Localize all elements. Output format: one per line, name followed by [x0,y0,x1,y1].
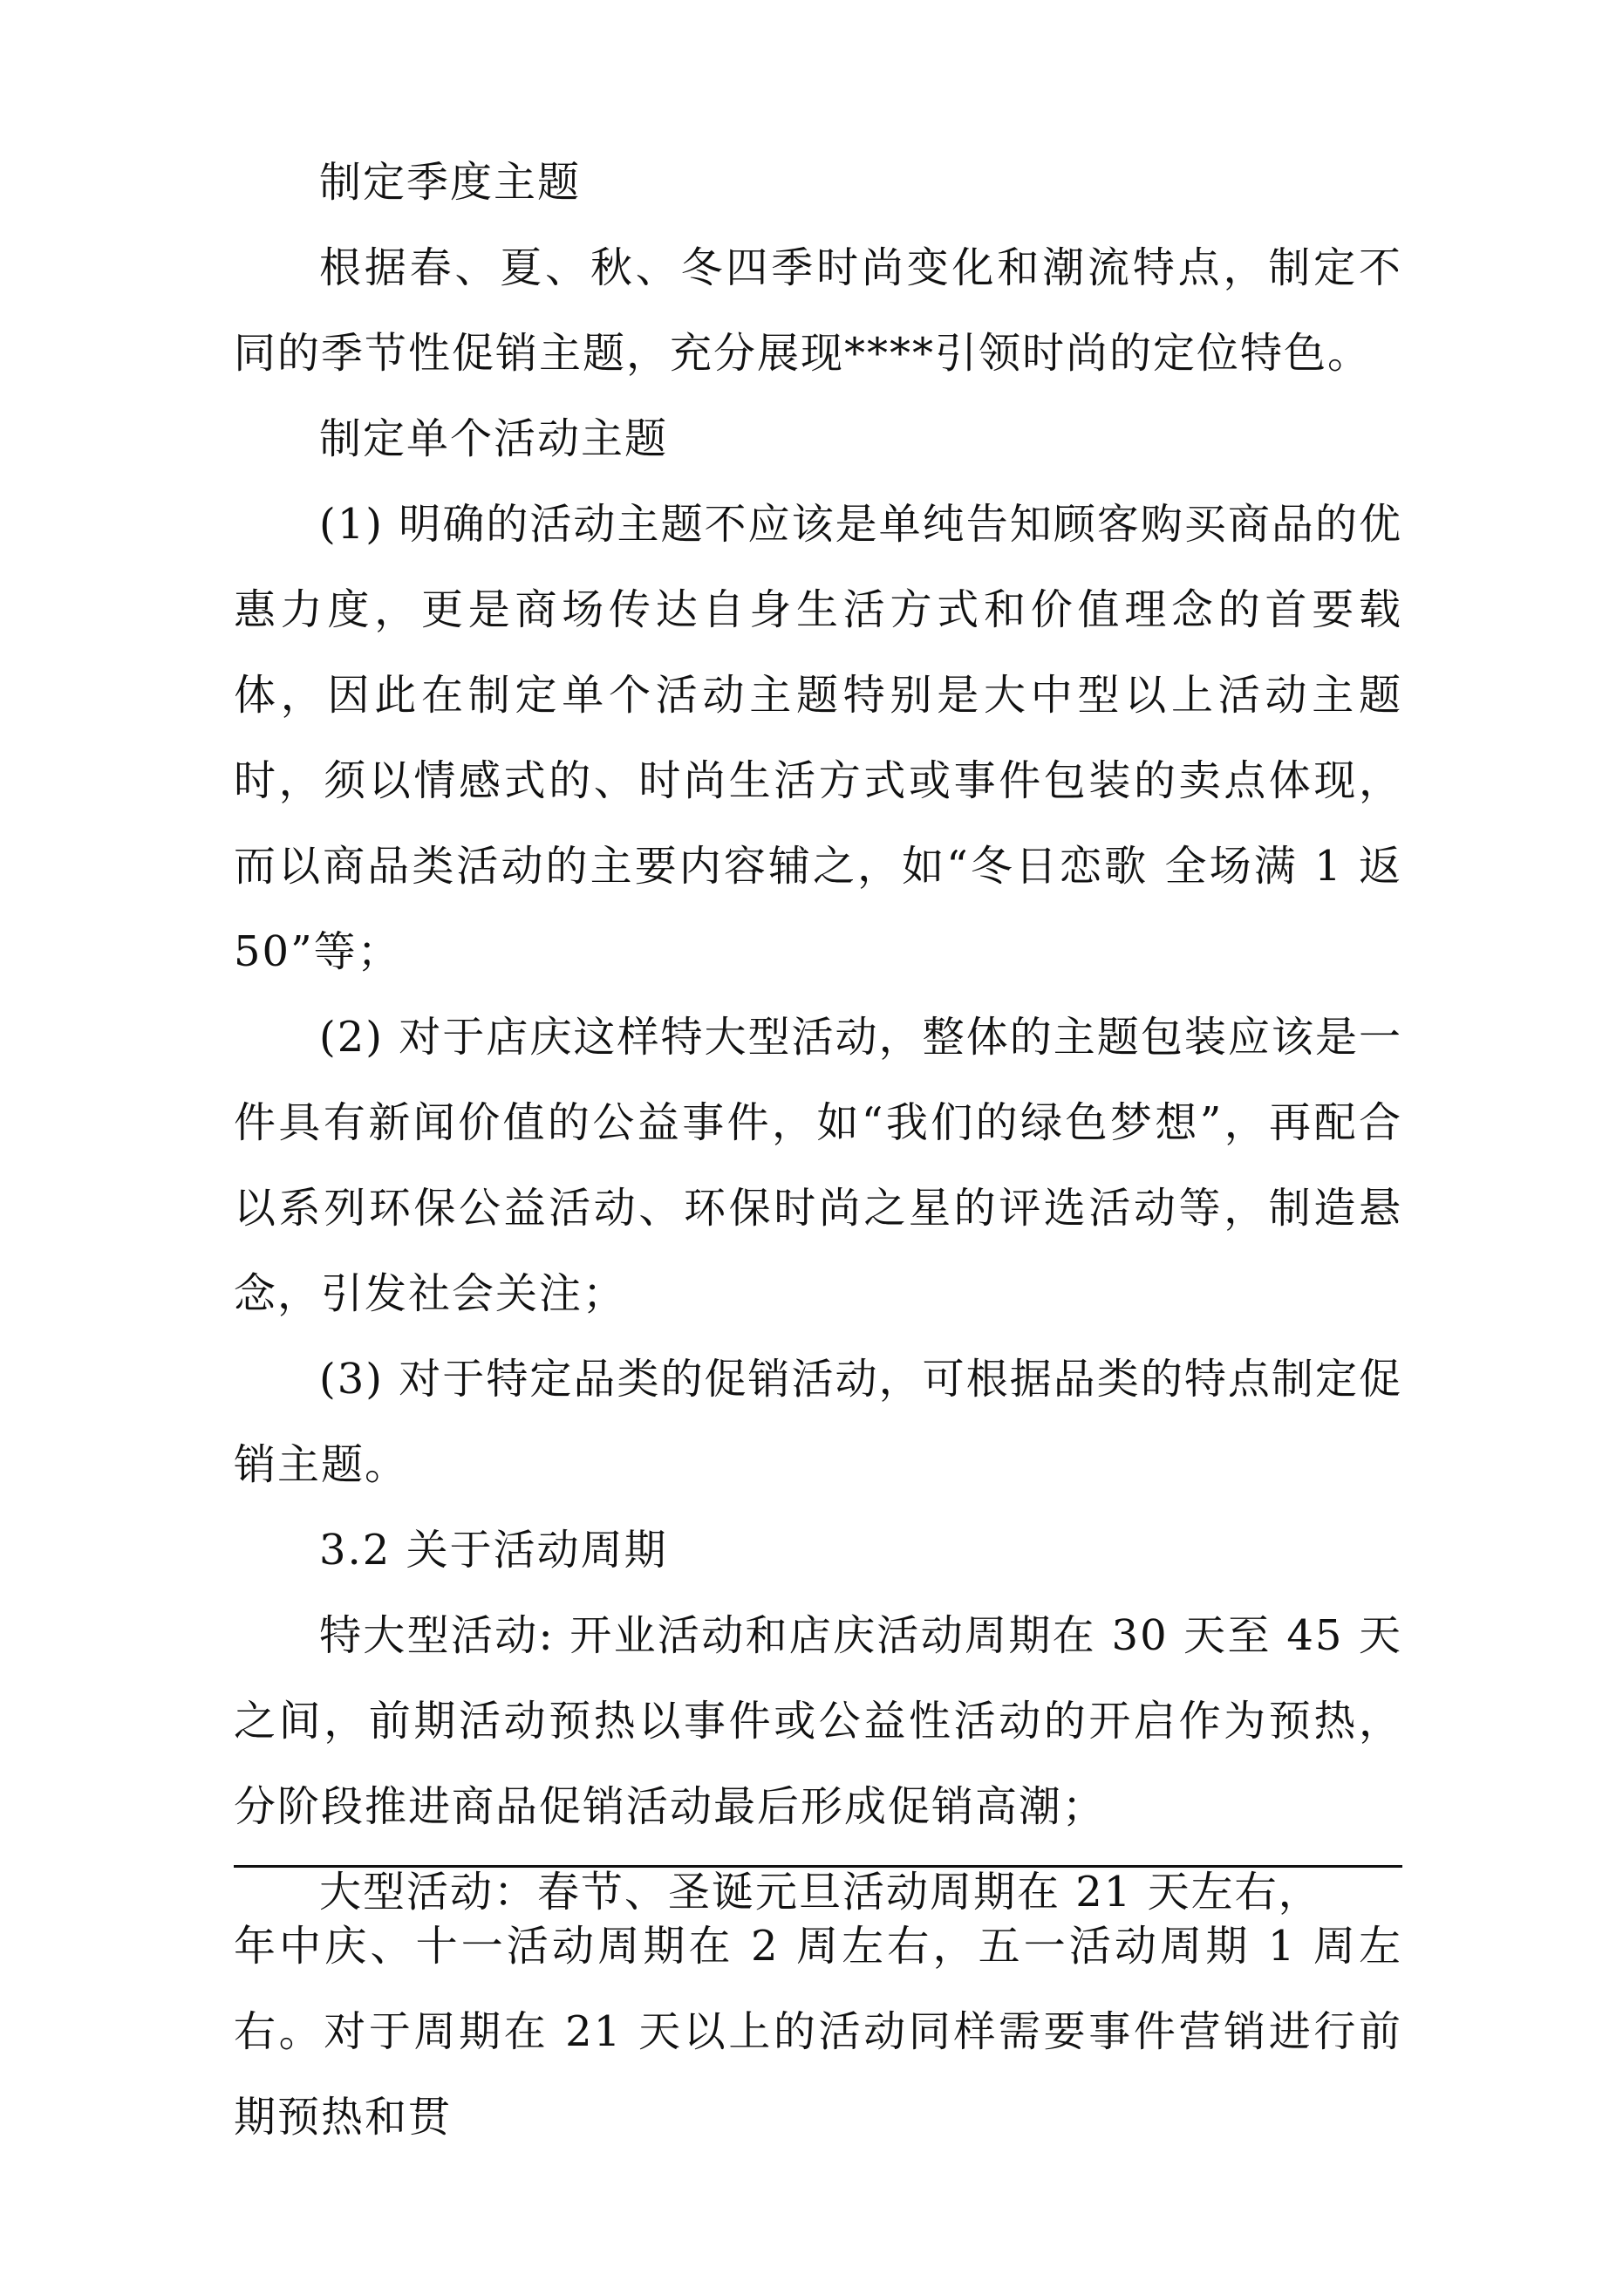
paragraph-item-2: (2) 对于店庆这样特大型活动，整体的主题包装应该是一件具有新闻价值的公益事件，如“我们的绿色梦想”，再配合以系列环保公益活动、环保时尚之星的评选活动等，制造悬念，引发社会关注； [234,1013,1402,1318]
section-heading-activity-period: 3.2 关于活动周期 [319,1526,668,1575]
paragraph-large-activities: 大型活动：春节、圣诞元旦活动周期在 21 天左右， [319,1868,1322,1917]
document-page-top [234,140,1402,1935]
paragraph-item-3: (3) 对于特定品类的促销活动，可根据品类的特点制定促销主题。 [234,1355,1402,1489]
heading-seasonal-theme: 制定季度主题 [319,158,582,207]
document-page-bottom [234,1903,1402,2160]
paragraph-extra-large-activities: 特大型活动: 开业活动和店庆活动周期在 30 天至 45 天之间，前期活动预热以事件或公益性活动的开启作为预热，分阶段推进商品促销活动最后形成促销高潮； [234,1611,1402,1831]
paragraph-seasonal-theme: 根据春、夏、秋、冬四季时尚变化和潮流特点，制定不同的季节性促销主题，充分展现****引领时尚的定位特色。 [234,243,1402,378]
paragraph-item-1: (1) 明确的活动主题不应该是单纯告知顾客购买商品的优惠力度，更是商场传达自身生活方式和价值理念的首要载体，因此在制定单个活动主题特别是大中型以上活动主题时，须以情感式的、时尚生活方式或事件包装的卖点体现，而以商品类活动的主要内容辅之，如“冬日恋歌 全场满 1 返 50”等； [234,500,1402,976]
page-divider [234,1865,1402,1868]
heading-single-activity-theme: 制定单个活动主题 [319,414,669,463]
paragraph-continued: 年中庆、十一活动周期在 2 周左右，五一活动周期 1 周左右。对于周期在 21 天以上的活动同样需要事件营销进行前期预热和贯 [234,1922,1402,2142]
